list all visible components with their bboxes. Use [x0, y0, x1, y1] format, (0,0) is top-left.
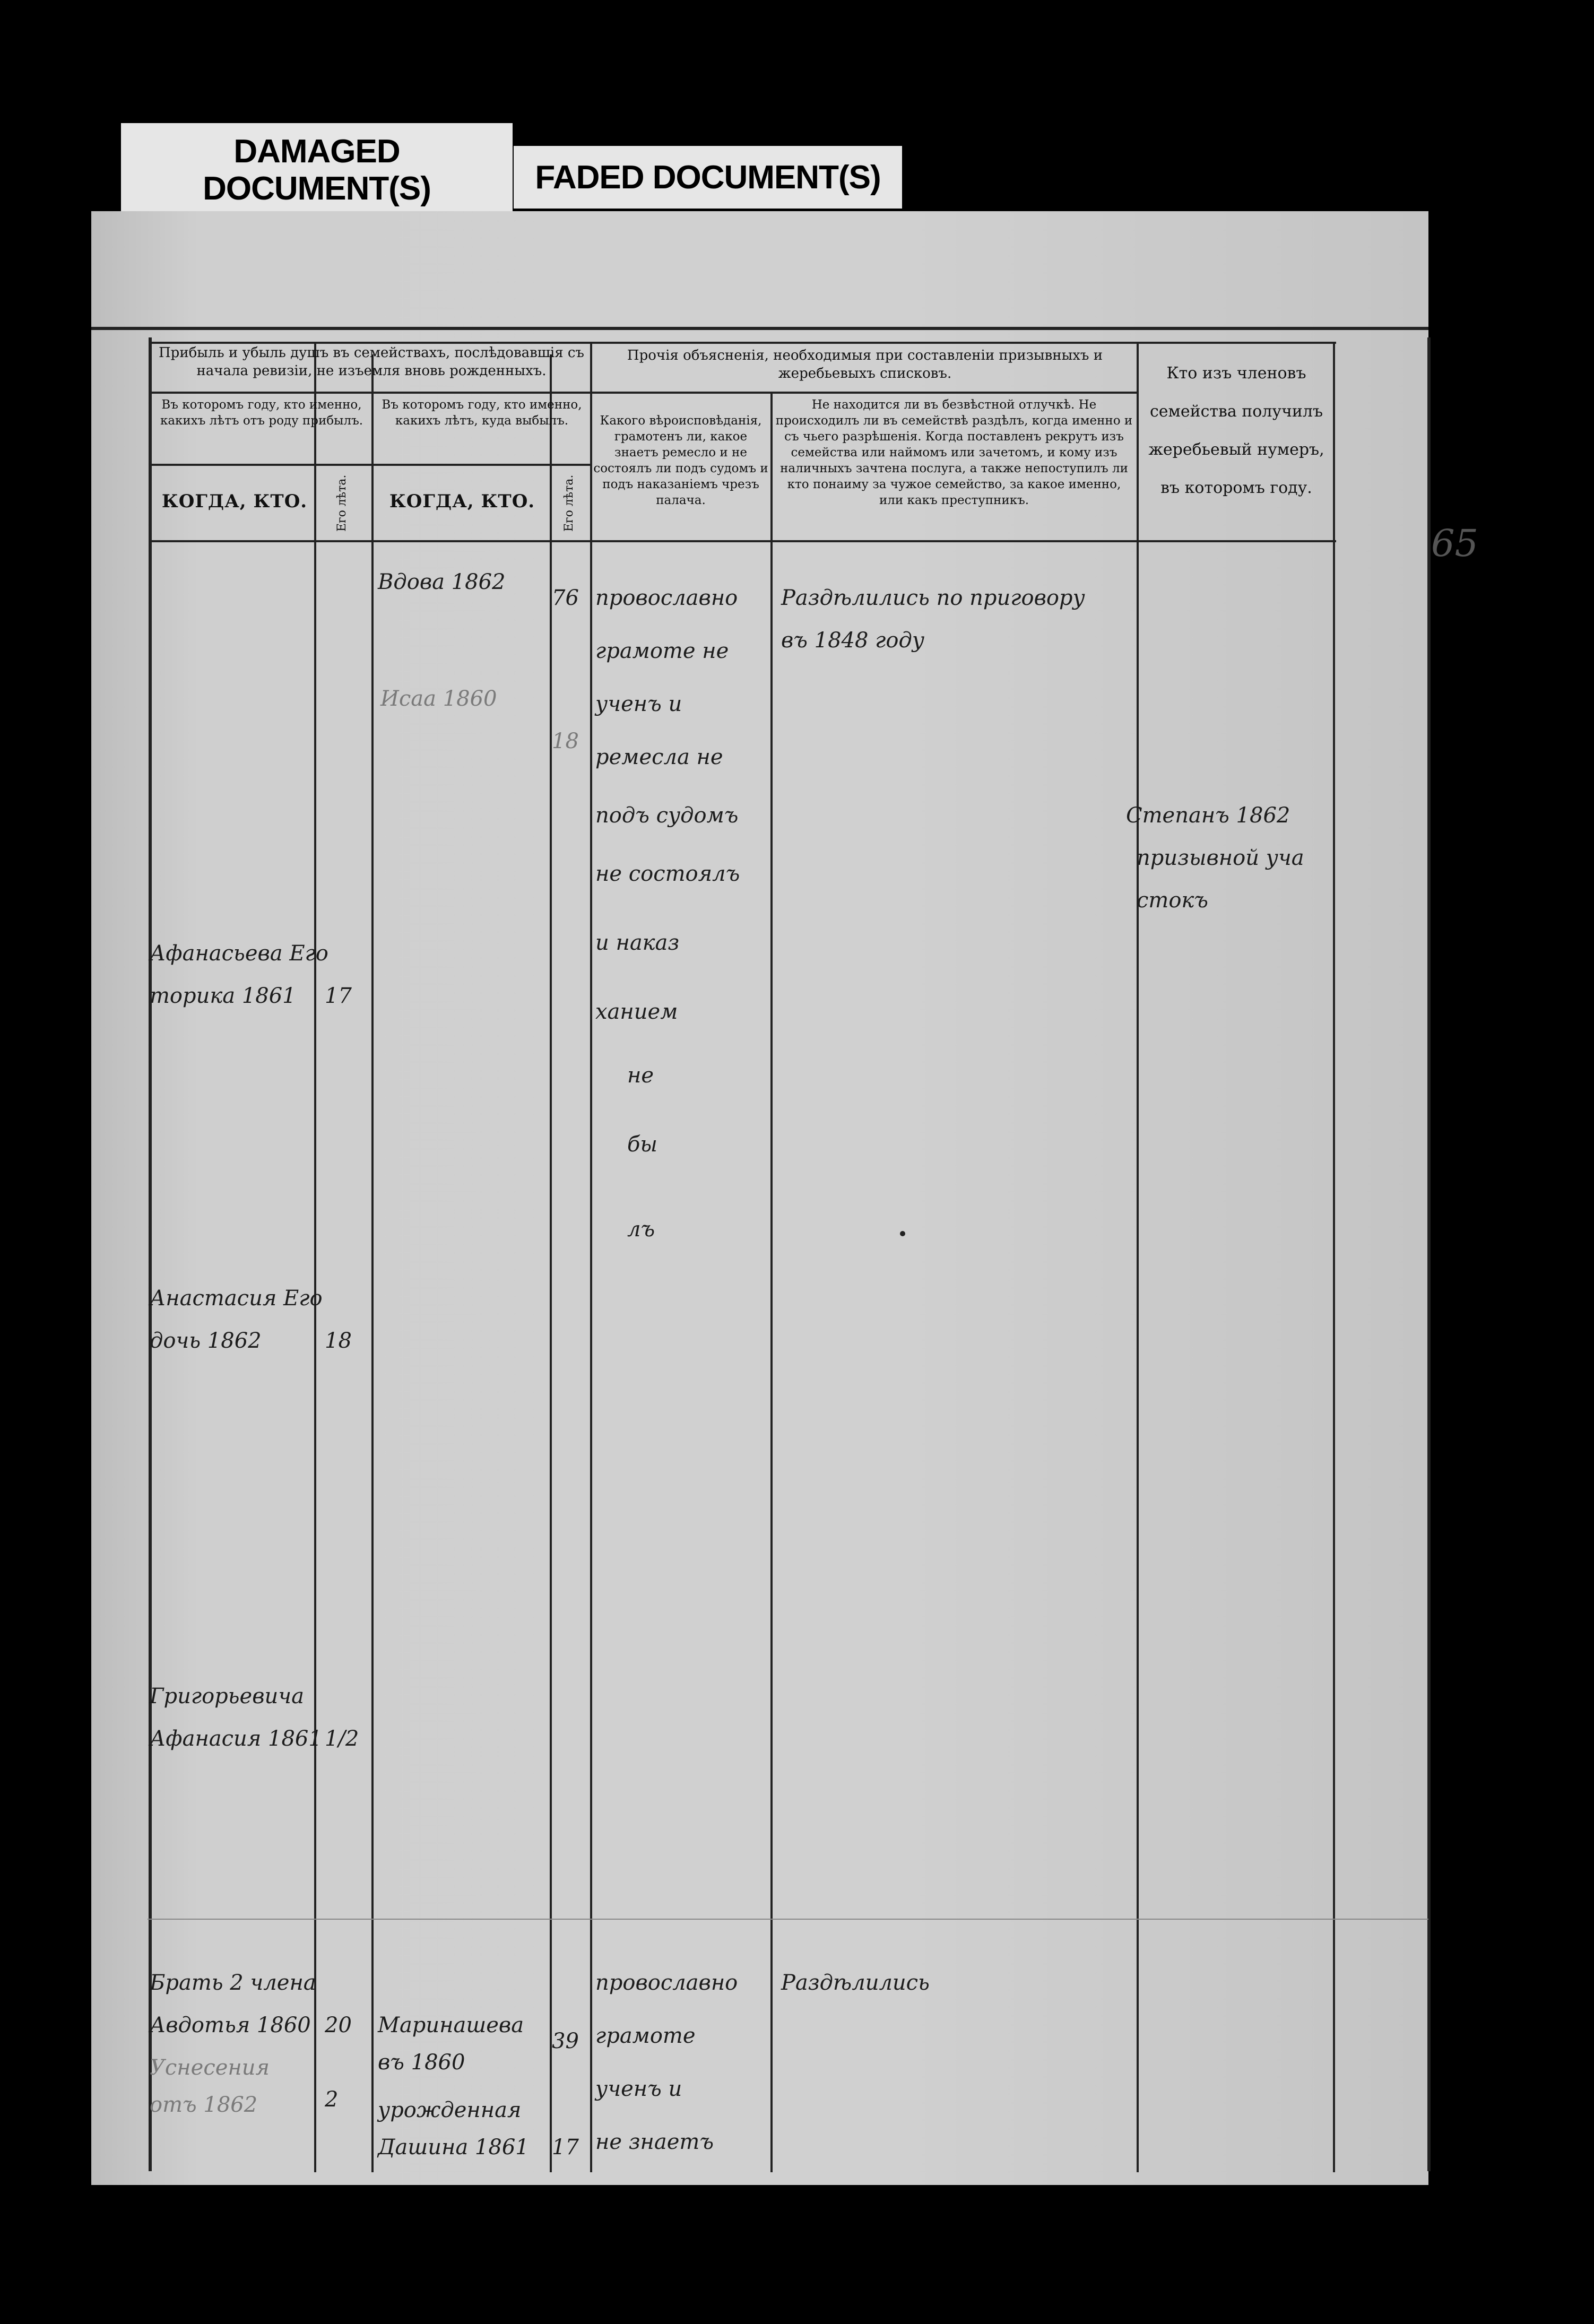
- entry-arrived-3-age: 18: [325, 1329, 352, 1353]
- header-line: [590, 392, 1137, 394]
- entry-b-absence-1: Раздѣлились: [781, 1971, 930, 1995]
- entry-left-1-age: 76: [552, 586, 579, 610]
- entry-religion-4: ремесла не: [595, 745, 723, 769]
- entry-left-1: Вдова 1862: [378, 570, 506, 594]
- entry-arrived-1-age: 17: [325, 984, 352, 1008]
- damaged-label-line1: DAMAGED: [233, 133, 400, 170]
- header-line: [150, 392, 590, 394]
- top-rule: [91, 327, 1428, 330]
- col-line: [314, 342, 316, 2172]
- faded-documents-label: FADED DOCUMENT(S): [514, 146, 902, 209]
- header-religion: Какого вѣроисповѣданія, грамотенъ ли, какое знаетъ ремесло и не состоялъ ли подъ судомъ и подъ наказаніемъ чрезъ палача.: [593, 414, 768, 507]
- header-line: [150, 464, 590, 466]
- header-other-notes: Прочія объясненія, необходимыя при составленіи призывныхъ и жеребьевыхъ списковъ.: [627, 348, 1103, 381]
- entry-religion-10: бы: [627, 1132, 657, 1157]
- entry-arrived-5-age: 1/2: [325, 1727, 359, 1751]
- entry-b-arrived-4: отъ 1862: [150, 2093, 258, 2117]
- header-arrived: Въ которомъ году, кто именно, какихъ лѣтъ отъ роду прибылъ.: [160, 398, 363, 428]
- entry-b-arrived-2: Авдотья 1860: [150, 2013, 311, 2037]
- entry-b-arrived-4-age: 2: [325, 2087, 339, 2112]
- entry-absence-2: въ 1848 году: [781, 628, 925, 653]
- entry-religion-8: ханием: [595, 1000, 678, 1024]
- entry-b-left-4: Дашина 1861: [378, 2135, 529, 2160]
- entry-b-arrived-2-age: 20: [325, 2013, 352, 2037]
- entry-arrived-2: торика 1861: [150, 984, 296, 1008]
- entry-arrived-1: Афанасьева Его: [150, 941, 328, 966]
- entry-arrived-4: дочь 1862: [150, 1329, 262, 1353]
- damaged-label-line2: DOCUMENT(S): [203, 170, 431, 207]
- entry-arrived-6: Афанасия 1861: [150, 1727, 322, 1751]
- entry-religion-1: провославно: [595, 586, 738, 610]
- entry-religion-5: подъ судомъ: [595, 803, 739, 828]
- entry-left-2-age: 18: [552, 729, 579, 753]
- entry-religion-9: не: [627, 1063, 654, 1088]
- header-age-arrived: Его лѣта.: [335, 474, 349, 532]
- header-lot-number: Кто изъ членовъ семейства получилъ жеребьевый нумеръ, въ которомъ году.: [1148, 364, 1324, 497]
- entry-religion-3: ученъ и: [595, 692, 682, 716]
- entry-religion-6: не состоялъ: [595, 862, 740, 886]
- header-gain-loss: Прибыль и убыль душъ въ семействахъ, послѣдовавшія съ начала ревизіи, не изъемля вновь рожденныхъ.: [159, 345, 584, 379]
- col-line: [1333, 342, 1335, 2172]
- entry-b-left-1: Маринашева: [378, 2013, 524, 2037]
- header-absence: Не находится ли въ безвѣстной отлучкѣ. Не происходилъ ли въ семействѣ раздѣлъ, когда именно и съ чьего разрѣшенія. Когда поставленъ рекрутъ изъ семейства или наймомъ или зачетомъ, и кому изъ наличныхъ зачтена послуга, а также непоступилъ ли кто понаиму за чужое семейство, за какое именно, или какъ преступникъ.: [775, 398, 1133, 507]
- entry-b-arrived-1: Брать 2 члена: [150, 1971, 316, 1995]
- entry-b-religion-4: не знаетъ: [595, 2130, 714, 2154]
- entry-lot-2: призывной уча: [1137, 846, 1304, 870]
- entry-religion-11: лъ: [627, 1217, 655, 1242]
- header-age-left: Его лѣта.: [562, 474, 576, 532]
- entry-b-arrived-3: Уснесения: [150, 2056, 270, 2080]
- entry-b-religion-3: ученъ и: [595, 2077, 682, 2101]
- entry-left-2: Исаа 1860: [380, 687, 497, 711]
- entry-lot-1: Степанъ 1862: [1126, 803, 1290, 828]
- entry-lot-3: стокъ: [1137, 888, 1208, 913]
- ink-dot: [900, 1231, 905, 1236]
- entry-arrived-3: Анастасия Его: [150, 1286, 323, 1311]
- header-left: Въ которомъ году, кто именно, какихъ лѣтъ, куда выбылъ.: [382, 398, 582, 428]
- col-line: [371, 354, 374, 2172]
- page-number: 65: [1431, 522, 1479, 565]
- entry-arrived-5: Григорьевича: [150, 1684, 304, 1709]
- damaged-documents-label: [121, 123, 513, 218]
- entry-b-left-2-age: 39: [552, 2029, 579, 2053]
- col-line: [550, 354, 552, 2172]
- entry-b-left-3: урожденная: [378, 2098, 522, 2122]
- header-when-who-arrived: КОГДА, КТО.: [161, 491, 308, 512]
- entry-absence-1: Раздѣлились по приговору: [781, 586, 1085, 610]
- entry-religion-7: и наказ: [595, 931, 680, 955]
- entry-b-religion-2: грамоте: [595, 2024, 696, 2048]
- col-line: [770, 392, 773, 2172]
- entry-religion-2: грамоте не: [595, 639, 729, 663]
- entry-b-religion-1: провославно: [595, 1971, 738, 1995]
- document-page: [91, 211, 1479, 2185]
- header-line: [150, 540, 1336, 542]
- header-when-who-left: КОГДА, КТО.: [389, 491, 535, 512]
- entry-divider: [148, 1919, 1428, 1920]
- entry-b-left-2: въ 1860: [378, 2050, 465, 2075]
- col-line: [590, 342, 592, 2172]
- entry-b-left-4-age: 17: [552, 2135, 579, 2160]
- col-line: [1137, 342, 1139, 2172]
